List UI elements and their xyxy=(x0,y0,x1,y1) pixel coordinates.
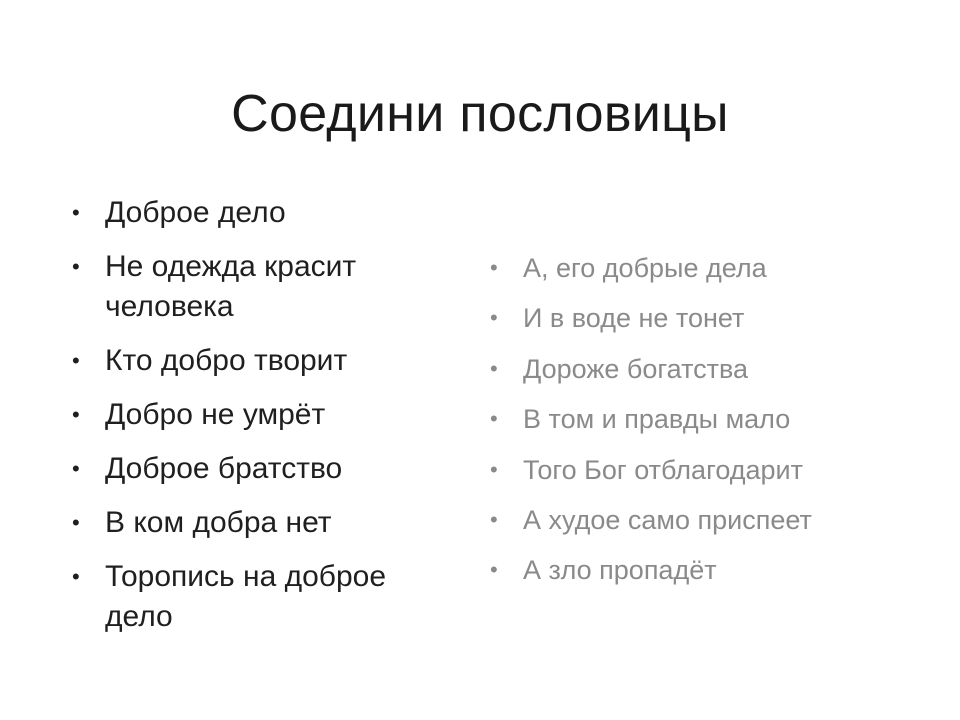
list-item xyxy=(486,300,906,336)
proverb-endings-list xyxy=(486,250,906,603)
list-item-text: Того Бог отблагодарит xyxy=(523,454,803,485)
bullet-icon: • xyxy=(490,305,498,331)
list-item xyxy=(68,395,458,435)
bullet-icon: • xyxy=(490,506,498,532)
list-item-text: Доброе дело xyxy=(105,196,286,229)
list-item-text: А, его добрые дела xyxy=(523,253,767,283)
list-item xyxy=(68,449,458,489)
list-item-text: Кто добро творит xyxy=(105,344,348,377)
bullet-icon: • xyxy=(490,557,498,583)
list-item xyxy=(486,452,906,488)
bullet-icon: • xyxy=(72,402,80,427)
bullet-icon: • xyxy=(72,564,80,589)
list-item-text: Доброе братство xyxy=(105,452,343,485)
bullet-icon: • xyxy=(490,355,498,381)
list-item xyxy=(486,250,906,286)
list-item-text: Торопись на доброе дело xyxy=(105,560,387,633)
list-item-text: Не одежда красит человека xyxy=(105,250,357,323)
list-item-text: А зло пропадёт xyxy=(523,555,717,586)
list-item xyxy=(68,341,458,381)
list-item-text: В том и правды мало xyxy=(523,404,791,435)
bullet-icon: • xyxy=(72,510,80,535)
bullet-icon: • xyxy=(72,348,80,373)
bullet-icon: • xyxy=(72,254,80,279)
list-item xyxy=(486,502,906,538)
list-item-text: Добро не умрёт xyxy=(105,398,326,431)
bullet-icon: • xyxy=(490,255,498,280)
list-item xyxy=(486,552,906,588)
list-item-text: Дороже богатства xyxy=(523,353,749,384)
list-item-text: И в воде не тонет xyxy=(523,303,745,334)
list-item-text: А худое само приспеет xyxy=(523,504,812,535)
list-item xyxy=(68,557,458,637)
bullet-icon: • xyxy=(490,456,498,482)
bullet-icon: • xyxy=(72,456,80,481)
list-item xyxy=(68,247,458,327)
list-item-text: В ком добра нет xyxy=(105,506,332,539)
bullet-icon: • xyxy=(490,406,498,432)
list-item xyxy=(68,503,458,543)
proverb-beginnings-list xyxy=(68,193,458,651)
list-item xyxy=(486,351,906,387)
list-item xyxy=(68,193,458,233)
bullet-icon: • xyxy=(72,200,80,225)
list-item xyxy=(486,401,906,437)
slide-title: Соедини пословицы xyxy=(231,85,729,143)
